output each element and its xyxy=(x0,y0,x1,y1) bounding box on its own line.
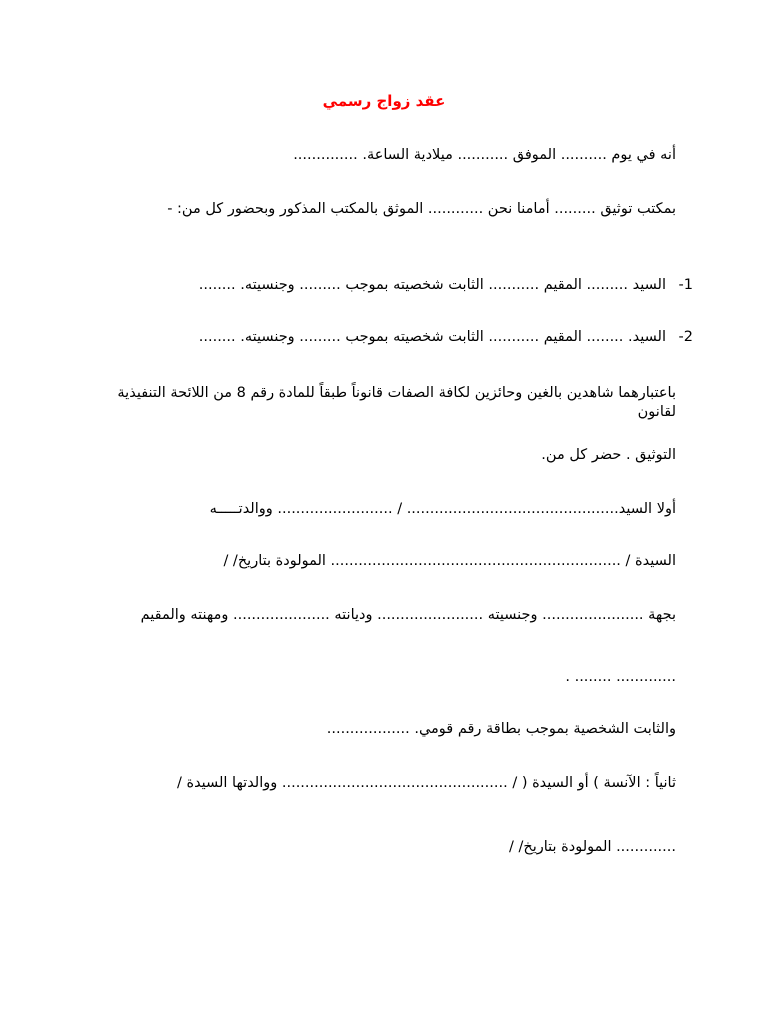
paragraph-second-birthdate: ............. المولودة بتاريخ/ / xyxy=(508,839,676,855)
paragraph-mother-birthdate: السيدة / ............................................................... المولودة بتاريخ/ / xyxy=(223,553,676,569)
list-item-witness-1 xyxy=(73,276,693,295)
document-title: عقد زواج رسمي xyxy=(322,92,446,110)
paragraph-office-attendance: بمكتب توثيق ......... أمامنا نحن ............ الموثق بالمكتب المذكور وبحضور كل من: - xyxy=(167,201,676,217)
paragraph-notarization: التوثيق . حضر كل من. xyxy=(541,447,676,463)
paragraph-origin-nationality: بجهة ...................... وجنسيته ....................... وديانته ..................... ومهنته والمقيم xyxy=(140,607,676,623)
paragraph-national-id: والثابت الشخصية بموجب بطاقة رقم قومي. .................. xyxy=(326,721,676,737)
list-text: السيد ......... المقيم ........... الثابت شخصيته بموجب ......... وجنسيته. ........ xyxy=(198,277,666,293)
paragraph-first-party: أولا السيد.............................................. / ......................... ووالدتـــــه xyxy=(209,501,676,517)
list-number: -2 xyxy=(678,329,693,345)
list-text: السيد. ........ المقيم ........... الثابت شخصيته بموجب ......... وجنسيته. ........ xyxy=(198,329,666,345)
paragraph-second-party: ثانياً : الآنسة ) أو السيدة ( / ................................................. ووالدتها السيدة / xyxy=(176,775,676,791)
list-item-witness-2 xyxy=(73,328,693,347)
paragraph-date-time: أنه في يوم .......... الموفق ........... ميلادية الساعة. .............. xyxy=(293,147,676,163)
paragraph-residence-dots: ............. ........ . xyxy=(565,669,676,685)
list-number: -1 xyxy=(678,277,693,293)
paragraph-witnesses-legal: باعتبارهما شاهدين بالغين وحائزين لكافة الصفات قانوناً طبقاً للمادة رقم 8 من اللائحة التنفيذية لقانون xyxy=(117,385,676,420)
